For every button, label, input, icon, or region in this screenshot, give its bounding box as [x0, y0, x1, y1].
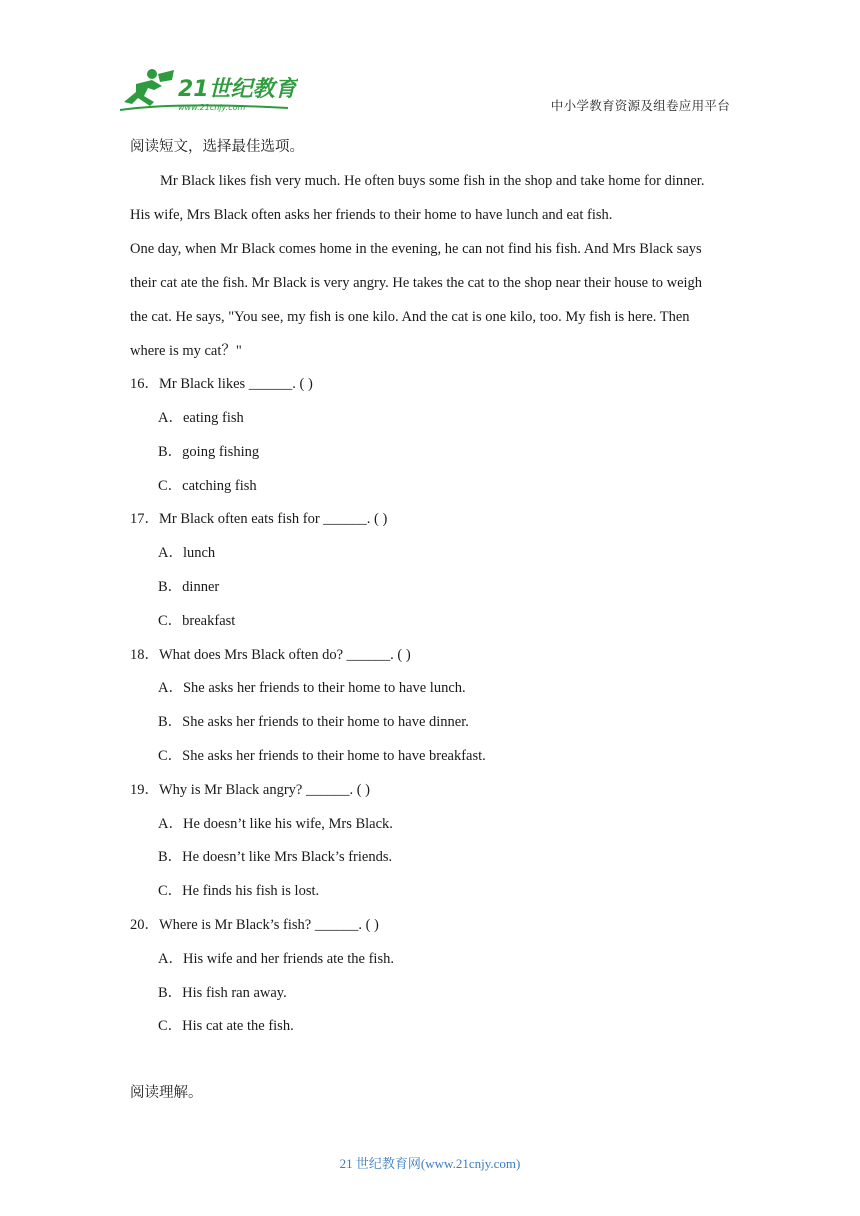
- answer-option: A．lunch: [158, 545, 216, 561]
- passage-line: His wife, Mrs Black often asks her friends to their home to have lunch and eat fish.: [130, 207, 613, 223]
- passage-line: Mr Black likes fish very much. He often buys some fish in the shop and take home for dinner.: [160, 173, 705, 189]
- question-stem: 18．What does Mrs Black often do? ______. ( ): [130, 647, 411, 663]
- answer-option: A．eating fish: [158, 410, 244, 426]
- answer-option: A．His wife and her friends ate the fish.: [158, 951, 394, 967]
- question-stem: 17．Mr Black often eats fish for ______. ( ): [130, 511, 388, 527]
- answer-option: C．He finds his fish is lost.: [158, 883, 320, 899]
- section-instruction: 阅读短文，选择最佳选项。: [130, 139, 304, 155]
- answer-option: A．He doesn’t like his wife, Mrs Black.: [158, 816, 393, 832]
- answer-option: C．She asks her friends to their home to have breakfast.: [158, 748, 486, 764]
- answer-option: B．going fishing: [158, 444, 260, 460]
- answer-option: C．catching fish: [158, 478, 257, 494]
- passage-line: the cat. He says, "You see, my fish is one kilo. And the cat is one kilo, too. My fish is here. Then: [130, 309, 690, 325]
- section-instruction: 阅读理解。: [130, 1085, 203, 1101]
- answer-option: C．breakfast: [158, 613, 236, 629]
- answer-option: C．His cat ate the fish.: [158, 1018, 294, 1034]
- question-stem: 16．Mr Black likes ______. ( ): [130, 376, 313, 392]
- answer-option: B．He doesn’t like Mrs Black’s friends.: [158, 849, 393, 865]
- answer-option: B．She asks her friends to their home to have dinner.: [158, 714, 469, 730]
- answer-option: B．His fish ran away.: [158, 985, 287, 1001]
- passage-line: where is my cat？": [130, 343, 242, 359]
- question-stem: 20．Where is Mr Black’s fish? ______. ( ): [130, 917, 379, 933]
- question-stem: 19．Why is Mr Black angry? ______. ( ): [130, 782, 371, 798]
- passage-line: their cat ate the fish. Mr Black is very angry. He takes the cat to the shop near their house to weigh: [130, 275, 703, 291]
- site-logo: [118, 66, 298, 116]
- answer-option: A．She asks her friends to their home to have lunch.: [158, 680, 466, 696]
- site-tagline: 中小学教育资源及组卷应用平台: [550, 99, 730, 113]
- runner-logo-icon: [118, 66, 298, 116]
- logo-text: 21世纪教育: [178, 77, 297, 102]
- logo-url: www.21cnjy.com: [178, 103, 246, 112]
- answer-option: B．dinner: [158, 579, 220, 595]
- footer-link[interactable]: 21 世纪教育网(www.21cnjy.com): [339, 1156, 521, 1171]
- passage-line: One day, when Mr Black comes home in the evening, he can not find his fish. And Mrs Black says: [130, 241, 702, 257]
